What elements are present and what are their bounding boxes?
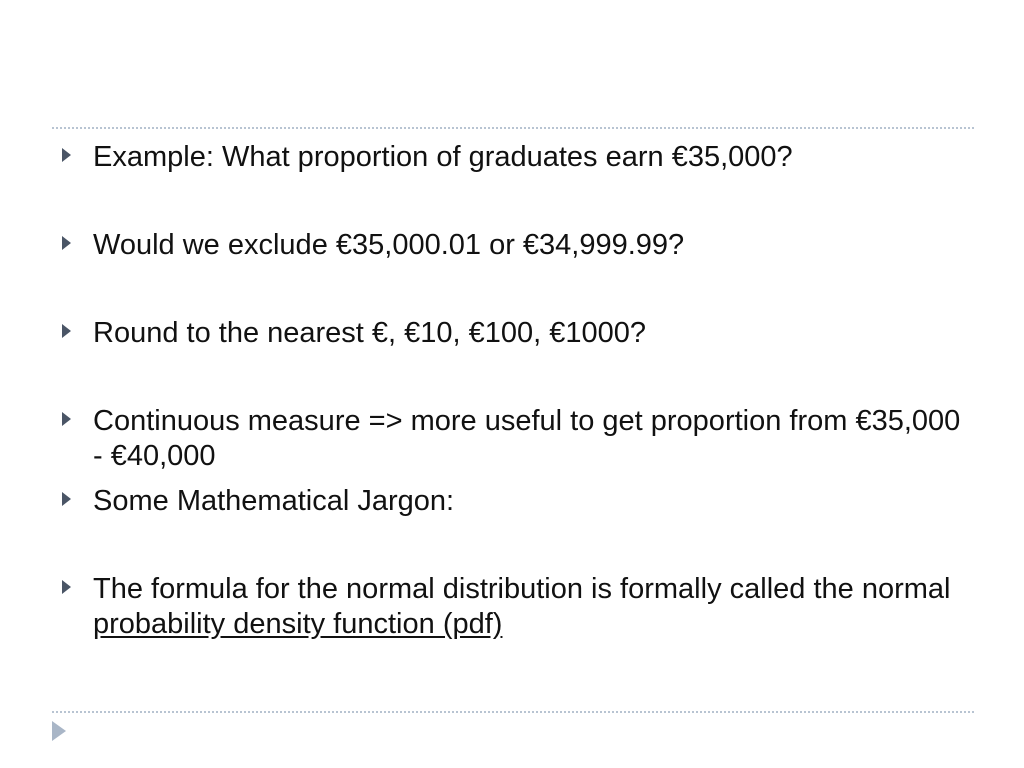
bullet-text: Continuous measure => more useful to get proportion from €35,000 - €40,000	[93, 405, 961, 472]
triangle-right-icon	[62, 148, 71, 162]
bullet-text-prefix: The formula for the normal distribution is formally called the normal	[93, 573, 951, 605]
bullet-text	[93, 572, 962, 642]
bullet-text: Would we exclude €35,000.01 or €34,999.99?	[93, 229, 685, 261]
triangle-right-icon	[62, 412, 71, 426]
bullet-text: Example: What proportion of graduates earn €35,000?	[93, 141, 793, 173]
bullet-item	[62, 140, 962, 175]
bullet-item	[62, 572, 962, 642]
play-triangle-icon[interactable]	[52, 721, 66, 741]
bottom-divider	[52, 711, 974, 713]
bullet-item	[62, 228, 962, 263]
bullet-text: Some Mathematical Jargon:	[93, 485, 455, 517]
bullet-item	[62, 404, 962, 474]
triangle-right-icon	[62, 236, 71, 250]
triangle-right-icon	[62, 580, 71, 594]
bullet-text: Round to the nearest €, €10, €100, €1000?	[93, 317, 647, 349]
triangle-right-icon	[62, 324, 71, 338]
bullet-item	[62, 316, 962, 351]
pdf-term: probability density function (pdf)	[93, 608, 503, 640]
triangle-right-icon	[62, 492, 71, 506]
bullet-item	[62, 484, 962, 519]
